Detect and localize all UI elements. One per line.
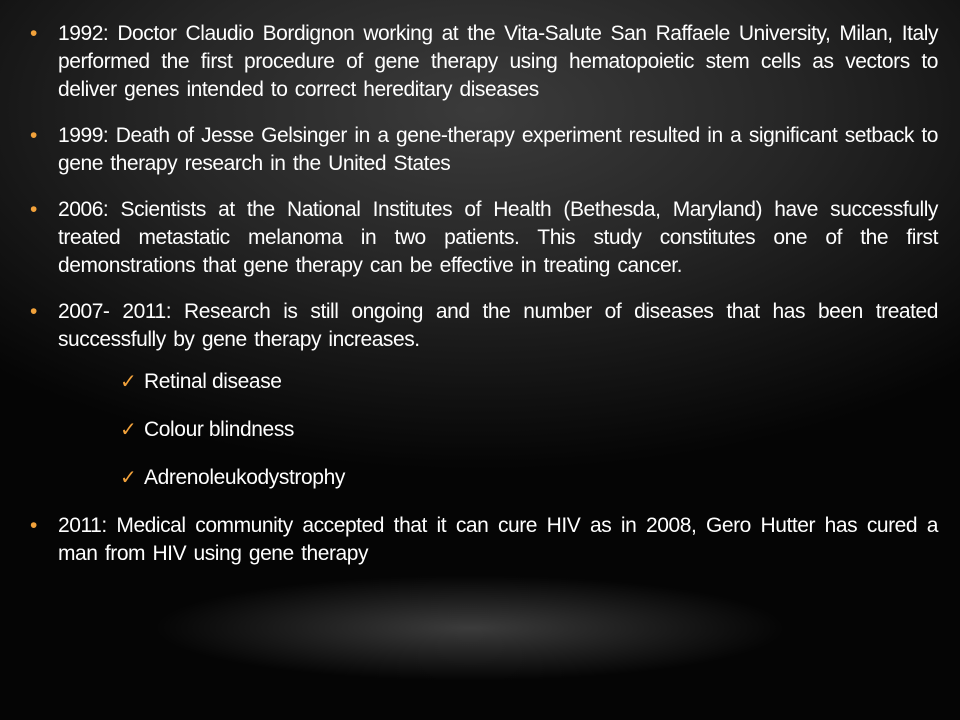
bullet-2011 <box>30 512 938 568</box>
checkmark-icon: ✓ <box>120 419 137 441</box>
timeline-bullet-list <box>30 20 938 586</box>
bullet-2006 <box>30 196 938 280</box>
check-item-label: Adrenoleukodystrophy <box>144 466 345 489</box>
checkmark-icon: ✓ <box>120 467 137 489</box>
bullet-dot-icon: • <box>30 22 37 45</box>
check-item-label: Colour blindness <box>144 418 295 441</box>
check-item-retinal-disease <box>120 368 938 396</box>
bullet-dot-icon: • <box>30 300 37 323</box>
bullet-dot-icon: • <box>30 514 37 537</box>
checkmark-icon: ✓ <box>120 371 137 393</box>
bullet-2007-2011 <box>30 298 938 354</box>
bullet-text: 1999: Death of Jesse Gelsinger in a gene-therapy experiment resulted in a significant setback to gene therapy research in the United States <box>58 124 938 175</box>
check-item-label: Retinal disease <box>144 370 282 393</box>
bullet-1999 <box>30 122 938 178</box>
bullet-text: 2007- 2011: Research is still ongoing and the number of diseases that has been treated successfully by gene therapy increases. <box>58 300 938 351</box>
bullet-text: 2011: Medical community accepted that it can cure HIV as in 2008, Gero Hutter has cured a man from HIV using gene therapy <box>58 514 938 565</box>
check-item-adrenoleukodystrophy <box>120 464 938 492</box>
bullet-1992 <box>30 20 938 104</box>
disease-checklist <box>30 368 938 492</box>
checklist-container <box>30 368 938 492</box>
bullet-text: 2006: Scientists at the National Institutes of Health (Bethesda, Maryland) have successfully treated metastatic melanoma in two patients. This study constitutes one of the first demonstrations that gene therapy can be effective in treating cancer. <box>58 198 938 277</box>
bullet-text: 1992: Doctor Claudio Bordignon working at the Vita-Salute San Raffaele University, Milan, Italy performed the first procedure of gene therapy using hematopoietic stem cells as vectors to deliver genes intended to correct hereditary diseases <box>58 22 938 101</box>
bullet-dot-icon: • <box>30 124 37 147</box>
bullet-dot-icon: • <box>30 198 37 221</box>
check-item-colour-blindness <box>120 416 938 444</box>
